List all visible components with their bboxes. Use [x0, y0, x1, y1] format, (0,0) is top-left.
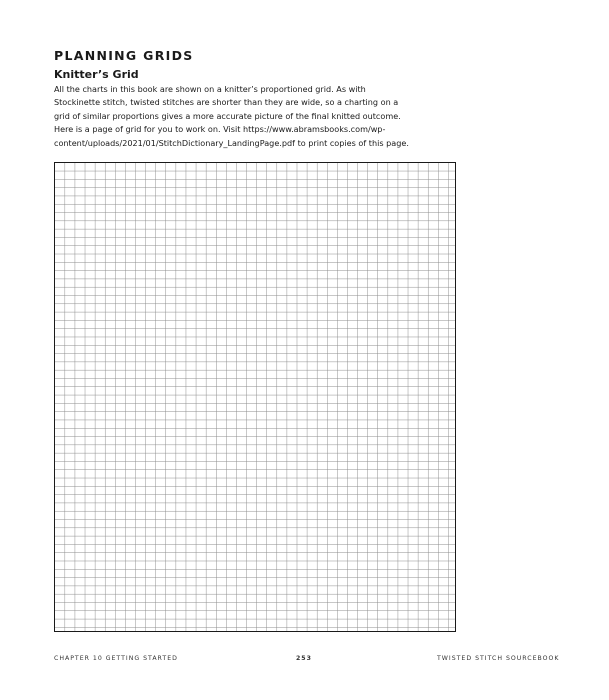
- section-title: PLANNING GRIDS: [54, 48, 194, 63]
- page-number: 253: [296, 655, 312, 662]
- knitters-grid: [54, 162, 456, 632]
- body-line: content/uploads/2021/01/StitchDictionary_LandingPage.pdf to print copies of this page.: [54, 137, 409, 148]
- footer-book-title: TWISTED STITCH SOURCEBOOK: [437, 655, 560, 662]
- body-line: Here is a page of grid for you to work on. Visit https://www.abramsbooks.com/wp-: [54, 124, 386, 135]
- body-line: All the charts in this book are shown on a knitter’s proportioned grid. As with: [54, 84, 366, 94]
- body-paragraph: [54, 83, 444, 150]
- body-line: Stockinette stitch, twisted stitches are shorter than they are wide, so a charting on a: [54, 97, 399, 108]
- subsection-title: Knitter’s Grid: [54, 68, 139, 81]
- footer-chapter: CHAPTER 10 GETTING STARTED: [54, 655, 178, 662]
- body-line: grid of similar proportions gives a more accurate picture of the final knitted outcome.: [54, 110, 401, 121]
